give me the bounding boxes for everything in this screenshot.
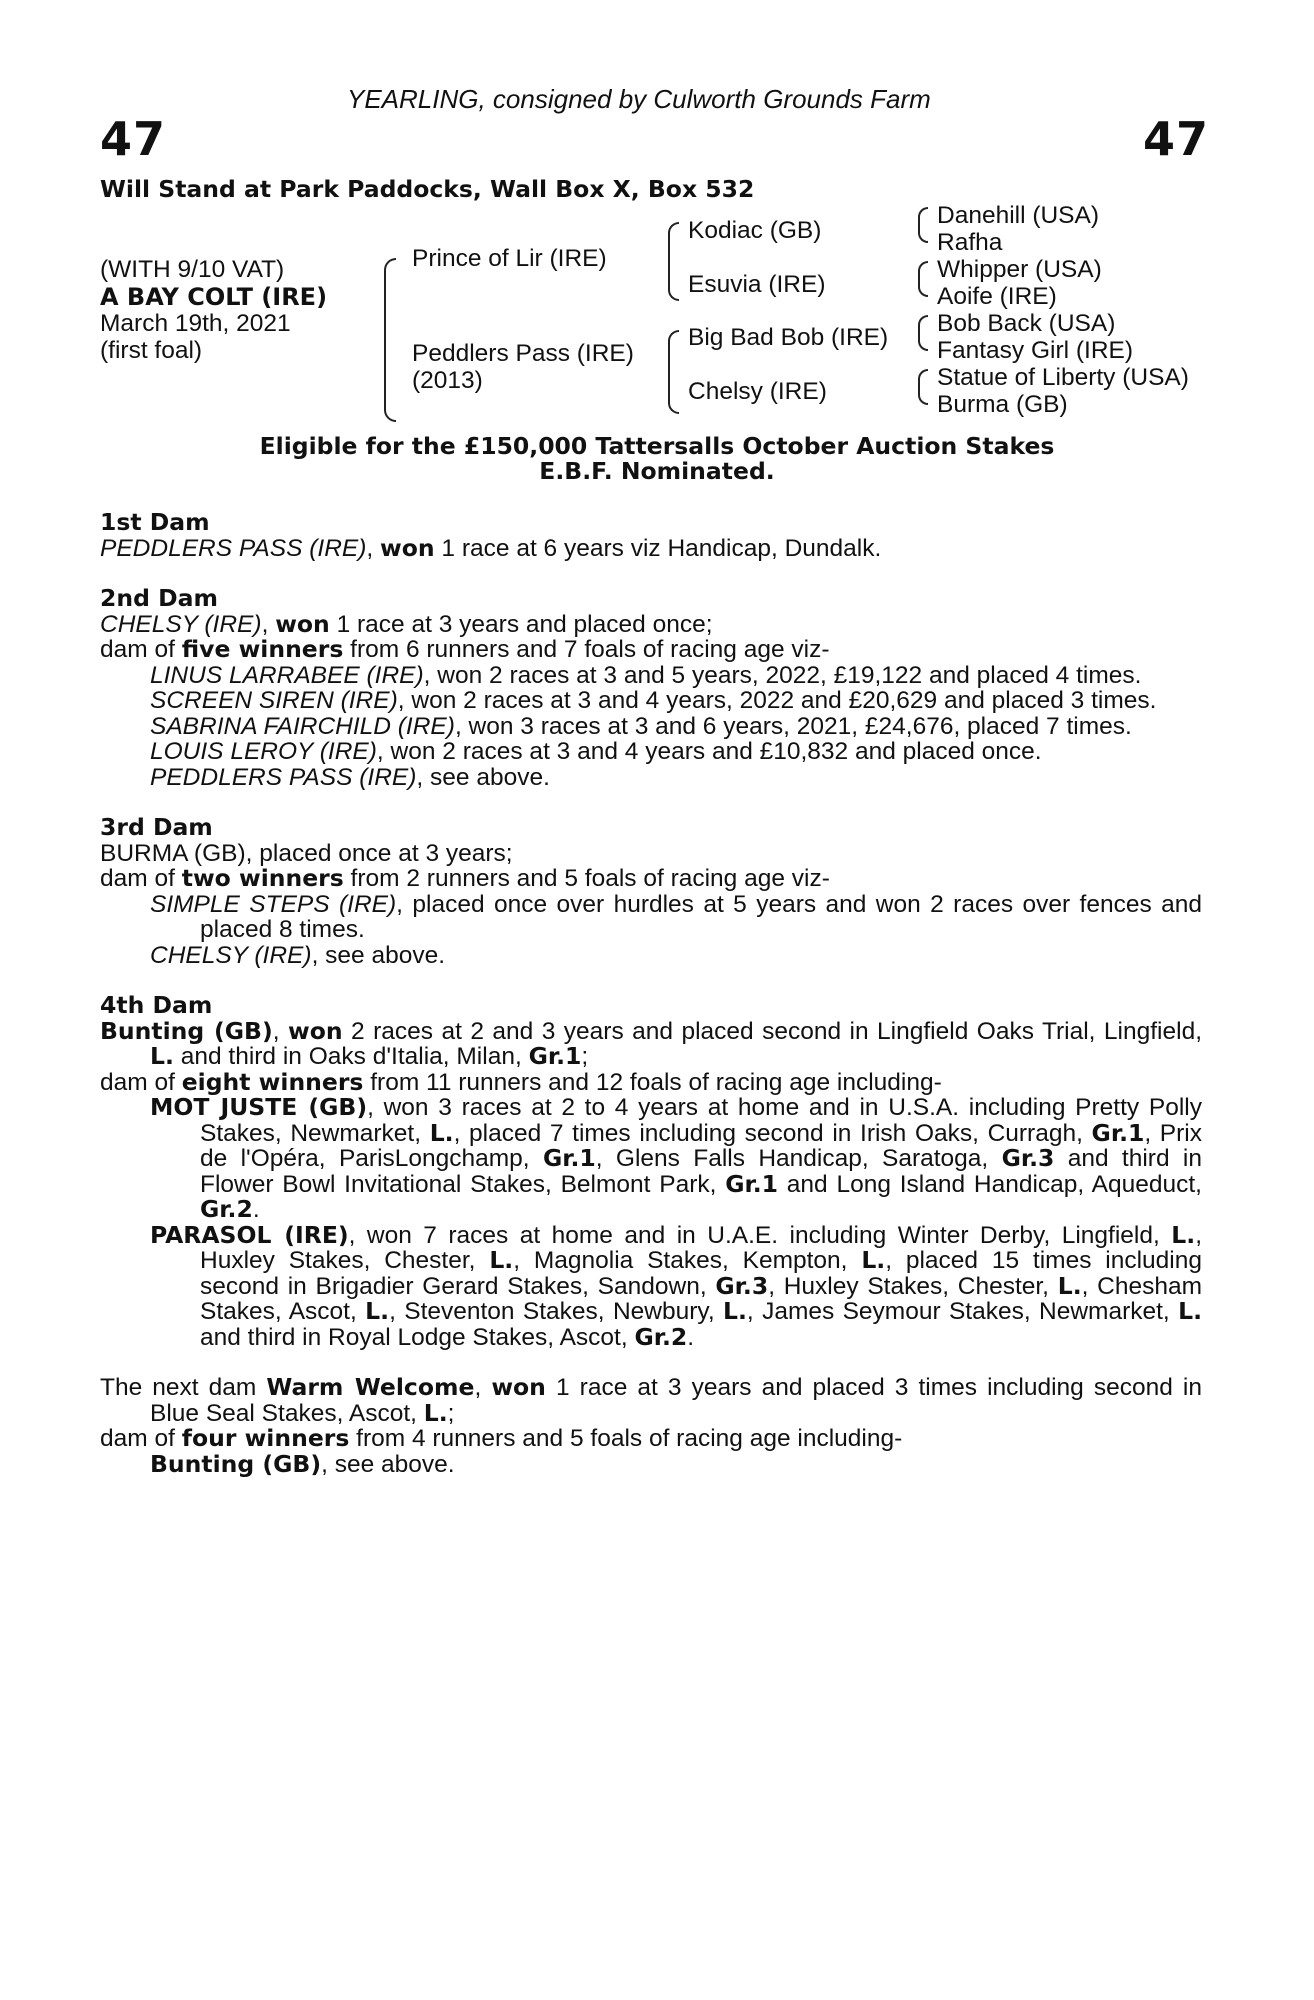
listed-mark: L. <box>861 1246 886 1274</box>
dam-of-label: dam of <box>100 1068 182 1096</box>
progeny-text: , won 2 races at 3 and 4 years, 2022 and £20,629 and placed 3 times. <box>397 687 1157 714</box>
progeny-name: PARASOL (IRE) <box>150 1220 349 1249</box>
race-text: , Chesham Stakes, Ascot, <box>200 1272 1203 1325</box>
progeny-name: LOUIS LEROY (IRE) <box>150 738 377 765</box>
pedigree-gen3-1: Danehill (USA) <box>937 202 1100 229</box>
foal-note: (first foal) <box>100 337 203 364</box>
group-mark: Gr.1 <box>542 1144 596 1172</box>
fourth-dam-name: Bunting (GB) <box>100 1016 273 1045</box>
pedigree-sire: Prince of Lir (IRE) <box>412 245 607 272</box>
group-mark: Gr.3 <box>715 1271 769 1300</box>
lot-number-left: 47 <box>100 112 167 166</box>
first-dam-section <box>100 510 1202 561</box>
progeny-name: CHELSY (IRE) <box>150 941 312 969</box>
pedigree-dam: Peddlers Pass (IRE) <box>412 340 634 367</box>
group-mark: Gr.2 <box>634 1322 688 1351</box>
group-mark: Gr.1 <box>725 1169 779 1198</box>
fourth-dam-produce-summary <box>100 1067 1202 1096</box>
progeny-text: , won 2 races at 3 and 5 years, 2022, £19,122 and placed 4 times. <box>423 661 1142 689</box>
gen3-brace-3 <box>918 315 928 351</box>
listed-mark: L. <box>429 1118 454 1147</box>
next-dam-won: won <box>491 1373 546 1401</box>
eligibility-line-2: E.B.F. Nominated. <box>539 457 775 485</box>
pedigree-gen3-7: Statue of Liberty (USA) <box>937 364 1189 391</box>
winners-count: two winners <box>181 864 344 892</box>
race-text: ; <box>447 1399 455 1427</box>
listed-mark: L. <box>365 1297 390 1325</box>
sire-parents-brace <box>668 222 679 301</box>
race-text: , placed 7 times including second in Irish Oaks, Curragh, <box>453 1119 1092 1147</box>
dam-of-label: dam of <box>100 636 182 663</box>
first-dam-text: 1 race at 6 years viz Handicap, Dundalk. <box>434 534 882 562</box>
sire-dam-brace <box>384 258 396 422</box>
progeny-text: , won 2 races at 3 and 4 years and £10,832 and placed once. <box>376 738 1042 765</box>
dam-of-label: dam of <box>100 865 182 892</box>
produce-record <box>100 510 1202 1502</box>
next-dam-record <box>100 1375 1202 1426</box>
fourth-dam-record: Bunting (GB), won 2 races at 2 and 3 years and placed second in Lingfield Oaks Trial, Lingfield, L. and third in Oaks d'Italia, Milan, Gr.1; <box>100 1016 1202 1070</box>
race-text: and Long Island Handicap, Aqueduct, <box>778 1170 1202 1198</box>
listed-mark: L. <box>723 1297 747 1325</box>
pedigree-gen3-2: Rafha <box>937 229 1003 256</box>
progeny-line <box>100 714 1202 740</box>
pedigree-dam-year: (2013) <box>412 367 483 394</box>
listed-mark: L. <box>1178 1297 1202 1325</box>
race-text: , Prix de l'Opéra, ParisLongchamp, <box>200 1119 1203 1172</box>
vat-note: (WITH 9/10 VAT) <box>100 256 285 283</box>
race-text: , Glens Falls Handicap, Saratoga, <box>595 1145 1002 1172</box>
next-dam-produce-summary <box>100 1426 1202 1452</box>
race-text: , won 3 races at 2 to 4 years at home and in U.S.A. including Pretty Polly Stakes, Newmarket, <box>200 1094 1202 1147</box>
group-mark: Gr.3 <box>1001 1144 1055 1172</box>
group-mark: Gr.1 <box>528 1042 582 1070</box>
first-dam-record: PEDDLERS PASS (IRE), won 1 race at 6 years viz Handicap, Dundalk. <box>100 533 882 562</box>
race-text: , placed 15 times including second in Brigadier Gerard Stakes, Sandown, <box>200 1247 1203 1300</box>
progeny-line <box>100 1449 1202 1478</box>
progeny-name: SIMPLE STEPS (IRE) <box>150 890 397 918</box>
race-text: 1 race at 3 years and placed 3 times including second in Blue Seal Stakes, Ascot, <box>150 1374 1202 1427</box>
progeny-line <box>100 765 1202 791</box>
race-text: , Huxley Stakes, Chester, <box>768 1272 1058 1300</box>
next-dam-section <box>100 1375 1202 1477</box>
winners-count: eight winners <box>181 1067 364 1096</box>
runners-foals: from 6 runners and 7 foals of racing age viz- <box>343 636 830 663</box>
listed-mark: L. <box>489 1246 514 1274</box>
second-dam-heading: 2nd Dam <box>100 584 218 612</box>
listed-mark: L. <box>1171 1220 1196 1249</box>
second-dam-produce-summary <box>100 637 1202 663</box>
progeny-name: SABRINA FAIRCHILD (IRE) <box>150 712 455 740</box>
first-dam-won: won <box>380 533 435 562</box>
progeny-text: , see above. <box>321 1450 455 1478</box>
listed-mark: L. <box>150 1042 174 1070</box>
progeny-line <box>100 663 1202 689</box>
progeny-name: PEDDLERS PASS (IRE) <box>150 763 417 791</box>
listed-mark: L. <box>1057 1271 1082 1300</box>
dam-parents-brace <box>668 330 679 414</box>
race-text: and third in Royal Lodge Stakes, Ascot, <box>200 1323 635 1351</box>
progeny-line <box>100 943 1202 969</box>
first-dam-heading: 1st Dam <box>100 508 210 536</box>
race-text: , Steventon Stakes, Newbury, <box>389 1298 723 1325</box>
fourth-dam-won: won <box>287 1016 343 1045</box>
second-dam-record: CHELSY (IRE), won 1 race at 3 years and placed once; <box>100 609 713 638</box>
first-dam-name: PEDDLERS PASS (IRE) <box>100 534 367 562</box>
gen3-brace-2 <box>918 261 928 297</box>
race-text: , Magnolia Stakes, Kempton, <box>513 1247 862 1274</box>
pedigree-gen3-8: Burma (GB) <box>937 391 1068 418</box>
pedigree-sire-dam: Esuvia (IRE) <box>688 271 826 298</box>
race-text: , Huxley Stakes, Chester, <box>200 1221 1202 1274</box>
progeny-text: , see above. <box>311 941 446 969</box>
next-dam-name: Warm Welcome <box>266 1373 475 1401</box>
second-dam-text: 1 race at 3 years and placed once; <box>329 610 713 638</box>
progeny-text: , placed once over hurdles at 5 years and won 2 races over fences and placed 8 times. <box>200 890 1203 943</box>
progeny-line <box>100 892 1202 943</box>
race-text: and third in Oaks d'Italia, Milan, <box>173 1043 529 1070</box>
third-dam-produce-summary <box>100 866 1202 892</box>
dam-of-label: dam of <box>100 1425 182 1452</box>
consignment-header: YEARLING, consigned by Culworth Grounds Farm <box>347 84 931 114</box>
third-dam-record: BURMA (GB), placed once at 3 years; <box>100 839 513 867</box>
second-dam-section <box>100 586 1202 790</box>
next-dam-label: The next dam <box>100 1374 267 1401</box>
race-text: 2 races at 2 and 3 years and placed second in Lingfield Oaks Trial, Lingfield, <box>342 1017 1202 1045</box>
race-text: , James Seymour Stakes, Newmarket, <box>746 1298 1179 1325</box>
horse-dob: March 19th, 2021 <box>100 310 291 337</box>
pedigree-gen3-3: Whipper (USA) <box>937 256 1102 283</box>
progeny-parasol <box>100 1220 1203 1351</box>
winners-count: five winners <box>181 635 344 663</box>
horse-name: A BAY COLT (IRE) <box>100 283 328 311</box>
progeny-text: , see above. <box>416 763 550 791</box>
stand-location: Will Stand at Park Paddocks, Wall Box X, Box 532 <box>100 175 755 203</box>
second-dam-name: CHELSY (IRE) <box>100 610 262 638</box>
race-text: . <box>687 1323 695 1351</box>
listed-mark: L. <box>423 1398 448 1427</box>
second-dam-won: won <box>275 609 330 638</box>
pedigree-gen3-4: Aoife (IRE) <box>937 283 1057 310</box>
race-text: ; <box>581 1043 589 1070</box>
lot-number-right: 47 <box>1143 112 1210 166</box>
progeny-name: SCREEN SIREN (IRE) <box>150 687 398 714</box>
race-text: and third in Flower Bowl Invitational Stakes, Belmont Park, <box>200 1145 1202 1198</box>
winners-count: four winners <box>181 1424 350 1452</box>
runners-foals: from 2 runners and 5 foals of racing age viz- <box>343 865 830 892</box>
progeny-name: LINUS LARRABEE (IRE) <box>150 661 424 689</box>
progeny-name: MOT JUSTE (GB) <box>150 1093 368 1121</box>
fourth-dam-section <box>100 993 1202 1350</box>
pedigree-sire-sire: Kodiac (GB) <box>688 217 822 244</box>
gen3-brace-1 <box>918 207 928 243</box>
progeny-text: , won 3 races at 3 and 6 years, 2021, £24,676, placed 7 times. <box>454 712 1132 740</box>
race-text: . <box>252 1196 260 1223</box>
third-dam-section <box>100 815 1202 968</box>
fourth-dam-heading: 4th Dam <box>100 991 213 1019</box>
third-dam-heading: 3rd Dam <box>100 813 213 841</box>
pedigree-dam-dam: Chelsy (IRE) <box>688 378 827 405</box>
runners-foals: from 11 runners and 12 foals of racing age including- <box>363 1068 942 1096</box>
pedigree-dam-sire: Big Bad Bob (IRE) <box>688 324 889 351</box>
progeny-mot-juste <box>100 1095 1202 1223</box>
race-text: , won 7 races at home and in U.A.E. including Winter Derby, Lingfield, <box>348 1221 1172 1249</box>
group-mark: Gr.2 <box>200 1195 253 1223</box>
progeny-line <box>100 739 1202 765</box>
pedigree-gen3-6: Fantasy Girl (IRE) <box>937 337 1134 364</box>
runners-foals: from 4 runners and 5 foals of racing age including- <box>349 1425 903 1452</box>
pedigree-gen3-5: Bob Back (USA) <box>937 310 1116 337</box>
progeny-line <box>100 688 1202 714</box>
separator: , <box>474 1374 492 1401</box>
eligibility-line-1: Eligible for the £150,000 Tattersalls October Auction Stakes <box>259 432 1055 460</box>
progeny-name: Bunting (GB) <box>150 1449 322 1478</box>
group-mark: Gr.1 <box>1091 1118 1145 1147</box>
gen3-brace-4 <box>918 369 928 405</box>
